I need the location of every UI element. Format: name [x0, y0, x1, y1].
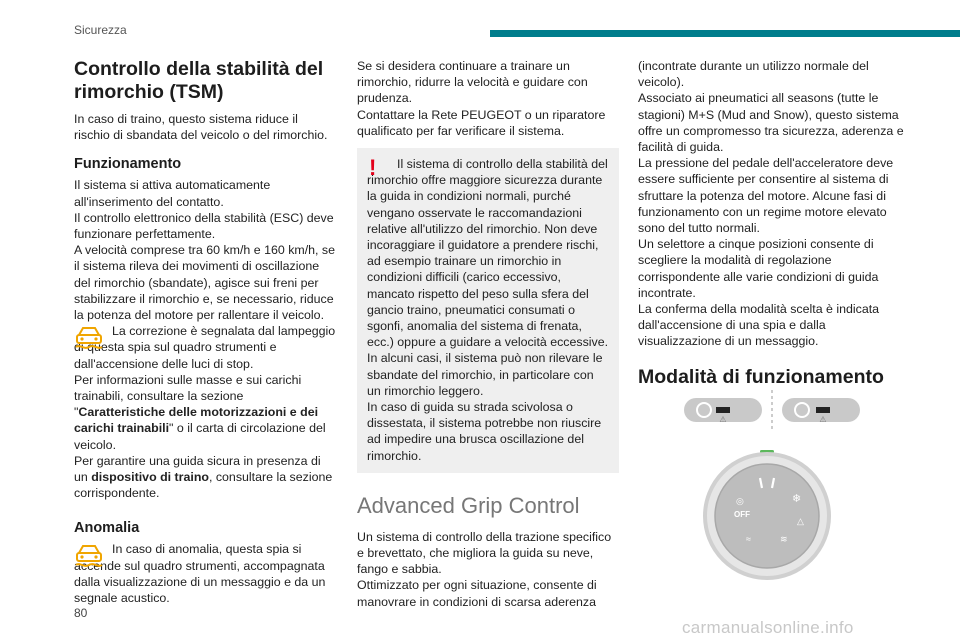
esp-off-icon: ◎ [736, 496, 744, 506]
svg-text:⚠: ⚠ [719, 415, 727, 424]
column-1 [74, 58, 336, 606]
svg-text:⚠: ⚠ [819, 415, 827, 424]
dashboard-button-right [782, 398, 860, 424]
safety-text-bold: dispositivo di traino [91, 470, 209, 485]
mud-terrain-icon: ≋ [780, 534, 788, 544]
info-text [74, 372, 336, 453]
agc-continued-text: (incontrate durante un utilizzo normale del veicolo). Associato ai pneumatici all seasons (tutte le stagioni) M+S (Mud and Snow), questo sistema offre un compromesso tra sicurezza, aderenza e facilità di guida. La pressione del pedale dell'acceleratore deve essere sufficiente per consentire al sistema di sfruttare la potenza del motore. Alcune fasi di funzionamento con un regime motore elevato sono del tutto normali. Un selettore a cinque posizioni consente di scegliere la modalità di regolazione corrispondente alle varie condizioni di guida incontrate. La conferma della modalità scelta è indicata dall'accensione di una spia e dalla visualizzazione di un messaggio. [638, 59, 904, 349]
tsm-title: Controllo della stabilità del rimorchio (TSM) [74, 58, 324, 103]
functioning-text: Il sistema si attiva automaticamente all'inserimento del contatto. Il controllo elettronico della stabilità (ESC) deve funzionare perfettamente. A velocità comprese tra 60 km/h e 160 km/h, se il sistema rileva dei movimenti di oscillazione del rimorchio (sbandate), agisce sui freni per stabilizzare il rimorchio e, se necessario, riduce la potenza del motore per rallentare il veicolo. [74, 178, 336, 323]
info-text-post: " o il carta di circolazione del veicolo. [74, 421, 326, 452]
lamp-paragraph [74, 323, 336, 372]
mode-selector-figure [676, 384, 876, 584]
header-section-label: Sicurezza [74, 23, 127, 37]
continue-towing-text: Se si desidera continuare a trainare un rimorchio, ridurre la velocità e guidare con prudenza. Contattare la Rete PEUGEOT o un riparatore qualificato per far verificare il sistema. [357, 59, 606, 138]
safety-text-pre: Per garantire una guida sicura in presenza di un [74, 453, 321, 485]
snow-mode-icon: ❄ [792, 493, 802, 505]
mud-mode-icon: △ [797, 516, 804, 526]
modes-title: Modalità di funzionamento [638, 365, 884, 388]
column-2 [357, 58, 619, 610]
trailer-warning-icon [74, 325, 104, 353]
page-number: 80 [74, 606, 88, 620]
warning-text: Il sistema di controllo della stabilità del rimorchio offre maggiore sicurezza durante la guida in condizioni normali, purché vengano osservate le raccomandazioni relative all'utilizzo del rimorchio. Non deve incoraggiare il guidatore a prendere rischi, ad esempio trainare un rimorchio in condizioni difficili (carico eccessivo, mancato rispetto del peso sulla sfera del gancio traino, pneumatici consumati o sgonfi, anomalia del sistema di frenata, ecc.) oppure a guidare a velocità eccessive. In alcuni casi, il sistema può non rilevare le sbandate del rimorchio, in particolare con un rimorchio leggero. In caso di guida su strada scivolosa o dissestata, il sistema potrebbe non riuscire ad impedire una brusca oscillazione del rimorchio. [367, 157, 609, 463]
dashboard-button-left [684, 398, 762, 424]
anomaly-paragraph [74, 541, 336, 606]
column-3 [638, 58, 904, 396]
header-accent-bar [490, 30, 960, 37]
anomaly-heading: Anomalia [74, 520, 140, 537]
dial-off-label: OFF [734, 510, 750, 519]
warning-box [357, 148, 619, 473]
tsm-intro: In caso di traino, questo sistema riduce il rischio di sbandata del veicolo o del rimorchio. [74, 112, 328, 143]
safety-text-post: , consultare la sezione corrispondente. [74, 470, 333, 501]
lamp-text: La correzione è segnalata dal lampeggio di questa spia sul quadro strumenti e dall'accensione delle luci di stop. [74, 324, 336, 371]
watermark: carmanualsonline.info [682, 618, 854, 637]
selector-dial [705, 450, 829, 578]
safety-text [74, 453, 336, 502]
agc-text: Un sistema di controllo della trazione specifico e brevettato, che migliora la guida su neve, fango e sabbia. Ottimizzato per ogni situazione, consente di manovrare in condizioni di scarsa aderenza [357, 529, 612, 609]
trailer-warning-icon [74, 543, 104, 571]
functioning-heading: Funzionamento [74, 156, 182, 173]
info-text-bold: Caratteristiche delle motorizzazioni e dei carichi trainabili [74, 405, 319, 436]
agc-title: Advanced Grip Control [357, 492, 580, 518]
info-text-pre: Per informazioni sulle masse e sui carichi trainabili, consultare la sezione " [74, 372, 302, 420]
anomaly-text: In caso di anomalia, questa spia si accende sul quadro strumenti, accompagnata dalla visualizzazione di un messaggio e da un segnale acustico. [74, 542, 326, 606]
exclamation-icon: ! [369, 155, 377, 181]
sand-mode-icon: ≈ [746, 534, 751, 544]
